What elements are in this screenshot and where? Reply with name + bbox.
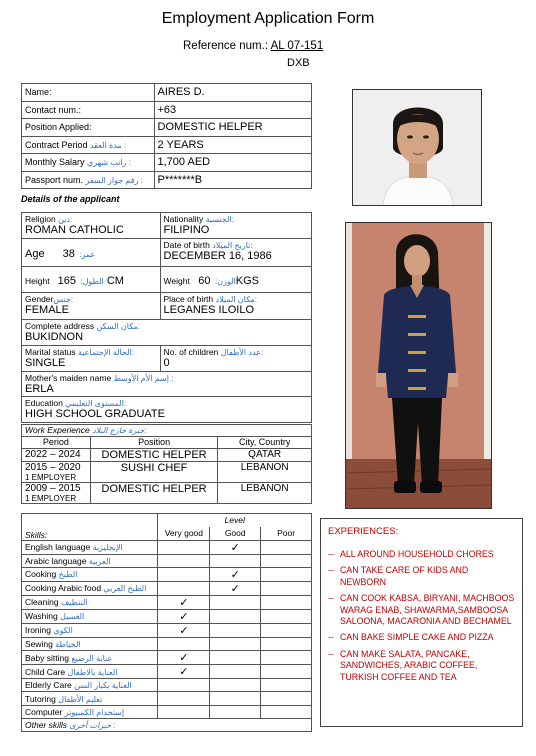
children-cell [160,346,311,372]
basic-info-value: P*******B [154,171,312,189]
skill-name-cell [22,567,158,581]
applicant-full-body-photo [345,222,492,509]
basic-info-row [22,84,312,102]
basic-info-label-cell [22,101,155,119]
mother-label-ar: إسم الأم الأوسط : [113,374,174,383]
basic-info-row [22,154,312,172]
work-period-cell [22,462,91,483]
basic-info-label: Monthly Salary [25,157,85,168]
skills-level-label: Level [158,514,312,527]
skill-level-cell [158,609,210,623]
address-cell [22,320,312,346]
work-period-cell [22,449,91,462]
reference-number: AL 07-151 [270,40,324,52]
basic-info-value: AIRES D. [154,84,312,102]
skill-level-cell [158,540,210,554]
basic-info-label-cell [22,84,155,102]
gender-label: Gender [25,294,54,304]
skill-level-cell [261,679,312,692]
skill-name-ar: العناية بالاطفال [67,667,118,677]
skill-level-cell [158,581,210,595]
work-header-row [22,437,312,449]
nationality-value: FILIPINO [163,224,210,236]
skill-name: Elderly Care [25,680,72,691]
skill-level-cell [158,554,210,567]
check-icon: ✓ [179,610,189,623]
skill-row [22,637,312,650]
basic-info-row [22,101,312,119]
reference-line [183,40,323,52]
address-label: Complete address [25,321,94,331]
skill-name-ar: الطبخ [58,570,78,580]
skill-name: Ironing [25,625,51,636]
height-label: Height [25,275,50,286]
basic-info-label-cell [22,136,155,154]
skill-name-ar: إستخدام الكمبيوتر [64,707,125,717]
religion-label-ar: دين: [58,215,73,224]
marital-label-ar: الحالة الإجتماعية: [77,348,135,357]
work-header-period: Period [22,437,91,449]
skill-name-ar: تعليم الأطفال [58,694,103,704]
skill-row [22,705,312,718]
skill-name-ar: الغسيل [60,612,85,622]
basic-info-label: Position Applied: [25,122,92,133]
skill-name-cell [22,665,158,679]
religion-label: Religion [25,214,56,224]
work-location: LEBANON [218,462,312,483]
pob-label: Place of birth [163,294,214,304]
work-period-cell [22,483,91,504]
skill-row [22,567,312,581]
skill-row [22,554,312,567]
work-location: QATAR [218,449,312,462]
skill-level-cell [158,651,210,665]
full-body-illustration [346,223,492,509]
skill-name-ar: التنظيف [60,598,88,608]
pob-value: LEGANES ILOILO [163,304,254,316]
check-icon: ✓ [179,624,189,637]
skill-level-cell [210,609,261,623]
nationality-label: Nationality [163,214,204,224]
skill-row [22,623,312,637]
dash-bullet-icon: -- [328,549,334,559]
skill-level-cell [158,665,210,679]
skill-level-cell [261,692,312,705]
experience-text: ALL AROUND HOUSEHOLD CHORES [340,549,494,559]
skill-name: Washing [25,611,58,622]
gender-cell [22,293,161,320]
weight-label-ar: الوزن: [214,276,236,286]
skill-row [22,581,312,595]
pob-label-ar: مكان الميلاد: [215,295,258,304]
age-cell [22,239,161,267]
height-value: 165 CM [57,274,124,287]
marital-label: Marital status [25,347,76,357]
education-value: HIGH SCHOOL GRADUATE [25,408,165,420]
basic-info-label-cell [22,171,155,189]
skills-col-very-good: Very good [158,527,210,540]
experiences-list [328,549,515,683]
skill-name-cell [22,651,158,665]
basic-info-label-ar: رقم جواز السفر : [85,175,143,185]
skill-row [22,692,312,705]
dash-bullet-icon: -- [328,593,334,604]
other-skills-row [22,719,312,732]
skill-level-cell [210,651,261,665]
dob-label-ar: تاريخ الميلاد: [212,241,253,250]
skill-level-cell [158,692,210,705]
height-label-ar: الطول: [80,276,104,286]
skill-level-cell [261,595,312,609]
skill-name: Baby sitting [25,652,69,663]
skill-name-cell [22,679,158,692]
skill-name: English language [25,542,91,553]
children-label-ar: عدد الأطفال: [220,348,264,357]
skill-name-cell [22,595,158,609]
mother-label: Mother's maiden name [25,373,112,383]
skill-name: Tutoring [25,693,56,704]
skill-name-cell [22,581,158,595]
skill-name: Cooking Arabic food [25,583,102,594]
experience-item [328,649,515,683]
basic-info-row [22,136,312,154]
basic-info-label: Name: [25,87,52,98]
reference-label: Reference num.: [183,40,269,52]
experiences-title: EXPERIENCES: [328,526,399,537]
skill-name: Child Care [25,666,66,677]
skill-name: Computer [25,706,63,717]
skill-name-ar: العربية [88,556,111,566]
check-icon: ✓ [230,541,240,554]
skill-name-cell [22,692,158,705]
skill-level-cell [261,554,312,567]
skill-level-cell [210,637,261,650]
skill-level-cell [261,581,312,595]
basic-info-table [21,83,312,189]
skill-name: Arabic language [25,555,87,566]
skill-level-cell [158,623,210,637]
experience-item [328,593,515,627]
skill-name-ar: الإنجليزية [92,543,123,553]
skill-level-cell [210,554,261,567]
check-icon: ✓ [230,568,240,581]
gender-label-ar: جنس: [53,295,74,304]
skill-level-cell [210,581,261,595]
skill-name-cell [22,540,158,554]
dash-bullet-icon: -- [328,565,334,576]
experience-item [328,565,515,588]
skills-table [21,513,312,732]
check-icon: ✓ [230,582,240,595]
skill-level-cell [210,665,261,679]
nationality-label-ar: الجنسية: [205,215,234,224]
children-value: 0 [163,357,170,369]
work-row [22,449,312,462]
skill-row [22,651,312,665]
address-label-ar: مكان السكن: [96,322,141,331]
weight-value: 60KGS [198,274,259,287]
work-position: SUSHI CHEF [90,462,217,483]
work-header-location: City, Country [218,437,312,449]
work-period: 2022 – 2024 [25,449,81,460]
experience-item [328,549,515,560]
experience-text: CAN COOK KABSA, BIRYANI, MACHBOOS WARAG ENAB, SHAWARMA,SAMBOOSA SALOONA, MACARONIA AND BECHAMEL [340,593,515,627]
skill-level-cell [210,679,261,692]
skill-level-cell [261,567,312,581]
other-skills-cell [22,719,312,732]
skill-name-ar: الخياطة [55,640,81,650]
skill-level-cell [158,567,210,581]
form-title: Employment Application Form [161,10,375,27]
skill-name-ar: العناية بكبار السن [74,681,132,691]
education-cell [22,397,312,423]
skill-level-cell [210,595,261,609]
other-skills-ar: خبرات أخرى : [69,721,116,731]
other-skills-label: Other skills [25,720,68,731]
work-position: DOMESTIC HELPER [90,449,217,462]
height-cell [22,267,161,293]
experiences-box [320,518,523,727]
check-icon: ✓ [179,666,189,679]
check-icon: ✓ [179,652,189,665]
skill-row [22,665,312,679]
basic-info-value: DOMESTIC HELPER [154,119,312,137]
headshot-illustration [353,90,482,206]
weight-cell [160,267,311,293]
work-title-cell [22,425,312,437]
basic-info-label-ar: راتب شهري : [87,158,131,168]
basic-info-label: Passport num. [25,174,84,185]
basic-info-label-ar: مدة العقد : [90,140,127,150]
work-position: DOMESTIC HELPER [90,483,217,504]
pob-cell [160,293,311,320]
basic-info-label-cell [22,154,155,172]
skill-name-cell [22,609,158,623]
skill-name-ar: الطبخ العربي [103,584,147,594]
mother-value: ERLA [25,383,54,395]
skill-name: Sewing [25,639,53,650]
work-header-position: Position [90,437,217,449]
work-title-ar: خبرة خارج البلاد: [92,426,147,435]
religion-cell [22,213,161,239]
education-label-ar: المستوى التعليمي: [65,399,127,408]
basic-info-label: Contract Period [25,139,88,150]
skill-level-cell [158,595,210,609]
marital-cell [22,346,161,372]
children-label: No. of children [163,347,219,357]
details-table [21,212,312,423]
branch-code: DXB [287,57,310,69]
skill-name-cell [22,623,158,637]
applicant-headshot [352,89,482,206]
work-period: 2009 – 2015 [25,483,81,494]
work-title: Work Experience [25,425,90,435]
age-label: Age [25,247,45,260]
skill-level-cell [261,651,312,665]
skill-level-cell [158,705,210,718]
skill-name: Cleaning [25,597,59,608]
basic-info-value: 1,700 AED [154,154,312,172]
experience-text: CAN MAKE SALATA, PANCAKE, SANDWICHES, ARABIC COFFEE, TURKISH COFFEE AND TEA [340,648,478,682]
work-row [22,483,312,504]
skills-title: Skills: [22,514,158,541]
basic-info-value: 2 YEARS [154,136,312,154]
experience-text: CAN TAKE CARE OF KIDS AND NEWBORN [340,565,469,587]
skill-row [22,609,312,623]
check-icon: ✓ [179,596,189,609]
experience-text: CAN BAKE SIMPLE CAKE AND PIZZA [340,632,494,643]
skill-level-cell [261,637,312,650]
skill-row [22,679,312,692]
basic-info-row [22,171,312,189]
skill-level-cell [261,665,312,679]
skill-name-cell [22,637,158,650]
dob-value: DECEMBER 16, 1986 [163,250,272,262]
work-employer-count: 1 EMPLOYER [25,473,77,482]
education-label: Education [25,398,63,408]
skill-level-cell [210,692,261,705]
skills-col-poor: Poor [261,527,312,540]
skill-name-cell [22,554,158,567]
dash-bullet-icon: -- [328,632,334,643]
marital-value: SINGLE [25,357,66,369]
skill-level-cell [210,705,261,718]
dash-bullet-icon: -- [328,648,334,659]
dob-cell [160,239,311,267]
skill-level-cell [158,679,210,692]
work-row [22,462,312,483]
skills-col-good: Good [210,527,261,540]
details-title: Details of the applicant [21,194,120,204]
skill-name-ar: عناية الرضيع [71,653,113,663]
skill-level-cell [210,540,261,554]
mother-cell [22,372,312,397]
skill-level-cell [210,567,261,581]
skill-name-cell [22,705,158,718]
skill-level-cell [261,540,312,554]
gender-value: FEMALE [25,304,70,316]
skill-name: Cooking [25,569,57,580]
address-value: BUKIDNON [25,331,84,343]
age-label-ar: عمر: [79,249,96,259]
experience-item [328,632,515,643]
work-period: 2015 – 2020 [25,462,81,473]
skill-row [22,595,312,609]
skill-row [22,540,312,554]
work-employer-count: 1 EMPLOYER [25,494,77,503]
basic-info-value: +63 [154,101,312,119]
nationality-cell [160,213,311,239]
basic-info-label-cell [22,119,155,137]
basic-info-row [22,119,312,137]
dob-label: Date of birth [163,240,210,250]
age-value: 38 [62,247,75,260]
religion-value: ROMAN CATHOLIC [25,224,124,236]
skill-level-cell [158,637,210,650]
skill-level-cell [261,623,312,637]
skill-level-cell [261,609,312,623]
skill-level-cell [261,705,312,718]
work-experience-table [21,424,312,504]
skill-name-ar: الكوي [53,626,73,636]
weight-label: Weight [163,275,190,286]
basic-info-label: Contact num.: [25,104,82,115]
work-location: LEBANON [218,483,312,504]
skill-level-cell [210,623,261,637]
